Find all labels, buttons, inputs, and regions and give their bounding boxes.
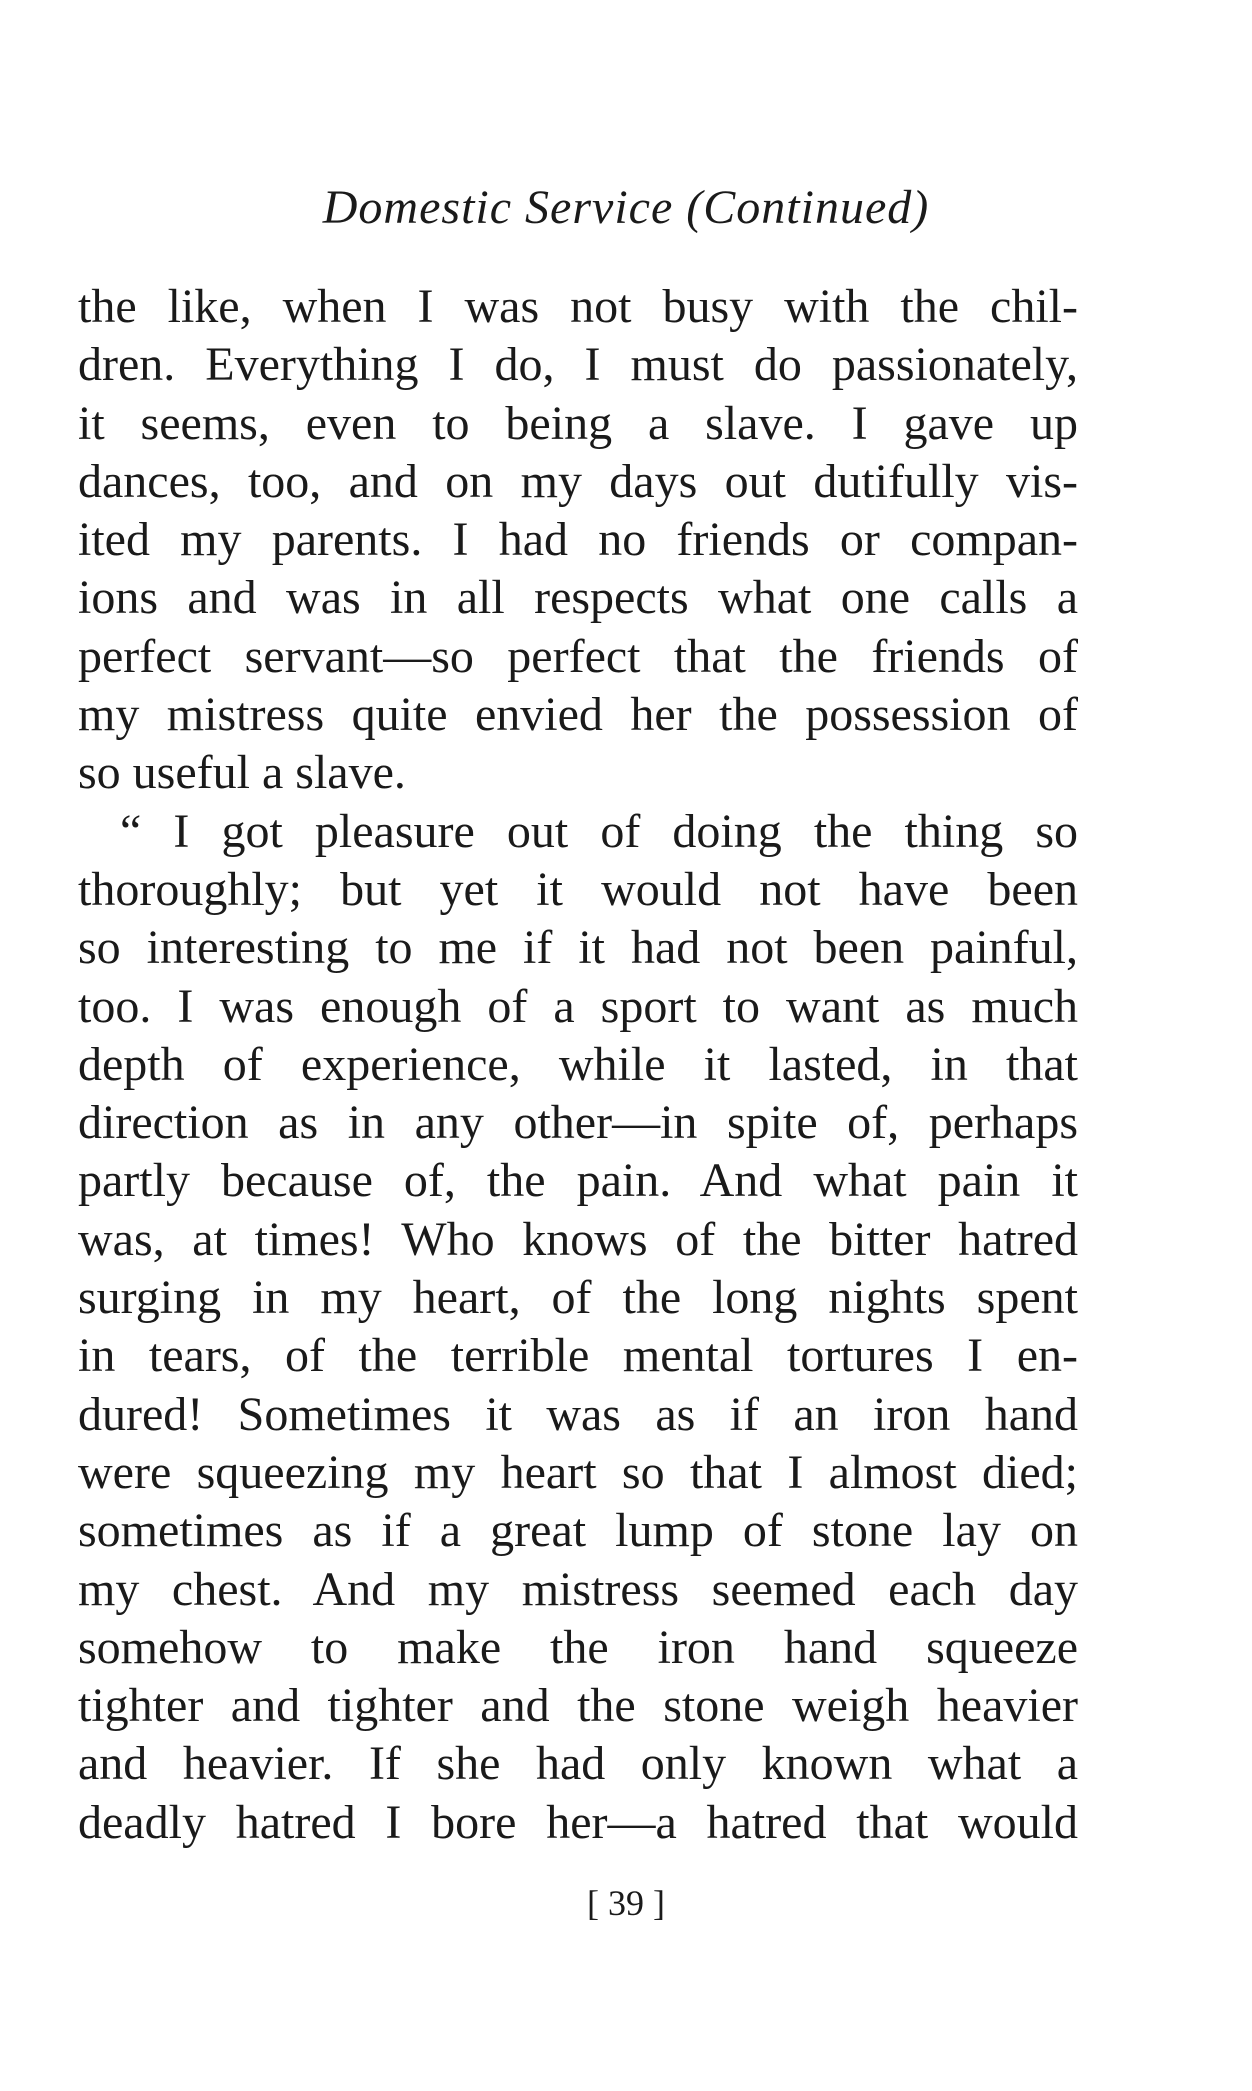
text-line: dances, too, and on my days out dutifully vis- — [78, 454, 1078, 508]
text-line: in tears, of the terrible mental tortures I en- — [78, 1329, 1078, 1383]
text-line: depth of experience, while it lasted, in that — [78, 1037, 1078, 1091]
text-line: sometimes as if a great lump of stone lay on — [78, 1504, 1078, 1558]
text-line: tighter and tighter and the stone weigh heavier — [78, 1679, 1078, 1733]
text-line: direction as in any other—in spite of, perhaps — [78, 1096, 1078, 1150]
body-text — [78, 278, 1078, 1852]
text-line: were squeezing my heart so that I almost died; — [78, 1445, 1078, 1499]
text-line: the like, when I was not busy with the chil- — [78, 280, 1078, 333]
text-line: dren. Everything I do, I must do passionately, — [78, 338, 1078, 392]
text-line: ions and was in all respects what one calls a — [78, 571, 1078, 625]
text-line: too. I was enough of a sport to want as much — [78, 979, 1078, 1033]
text-line: somehow to make the iron hand squeeze — [78, 1620, 1078, 1674]
text-line: my chest. And my mistress seemed each day — [78, 1562, 1078, 1616]
text-line: perfect servant—so perfect that the friends of — [78, 629, 1078, 683]
text-line: surging in my heart, of the long nights spent — [78, 1271, 1078, 1325]
text-line: so interesting to me if it had not been painful, — [78, 921, 1078, 975]
text-line: was, at times! Who knows of the bitter hatred — [78, 1212, 1078, 1266]
text-line: my mistress quite envied her the possession of — [78, 688, 1078, 742]
text-line: dured! Sometimes it was as if an iron hand — [78, 1387, 1078, 1441]
text-line: and heavier. If she had only known what a — [78, 1737, 1078, 1791]
text-line: partly because of, the pain. And what pain it — [78, 1154, 1078, 1208]
text-line: “ I got pleasure out of doing the thing so — [120, 804, 1078, 858]
running-head: Domestic Service (Continued) — [322, 181, 930, 234]
text-line: ited my parents. I had no friends or compan- — [78, 513, 1078, 567]
text-line: deadly hatred I bore her—a hatred that would — [78, 1795, 1078, 1849]
text-line: so useful a slave. — [78, 746, 406, 800]
text-line: it seems, even to being a slave. I gave up — [78, 396, 1078, 450]
page-number: [ 39 ] — [587, 1883, 665, 1923]
text-line: thoroughly; but yet it would not have been — [78, 862, 1078, 916]
